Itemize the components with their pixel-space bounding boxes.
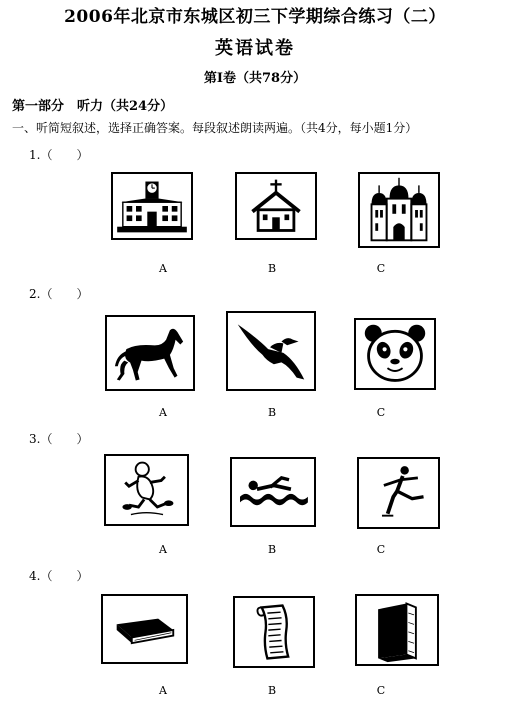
skater-icon [359, 459, 438, 527]
book-icon [103, 596, 186, 662]
option-label: C [376, 406, 386, 419]
school-building-icon [113, 174, 191, 238]
question-number: 2.（ ） [29, 287, 89, 301]
option-image-2b[interactable] [226, 311, 316, 391]
option-label: B [267, 684, 277, 697]
question-number: 1.（ ） [29, 148, 89, 162]
option-image-1a[interactable] [111, 172, 193, 240]
option-label: C [376, 684, 386, 697]
option-image-3b[interactable] [230, 457, 316, 527]
option-image-2c[interactable] [354, 318, 436, 390]
option-image-3c[interactable] [357, 457, 440, 529]
option-label: C [376, 543, 386, 556]
question-number: 3.（ ） [29, 432, 89, 446]
option-label: A [159, 406, 167, 419]
option-image-4c[interactable] [355, 594, 439, 666]
thick-book-icon [357, 596, 437, 664]
question-number: 4.（ ） [29, 569, 89, 583]
exam-subtitle: 英语试卷 [215, 38, 295, 59]
option-label: A [159, 684, 167, 697]
horse-icon [107, 317, 193, 389]
eagle-icon [228, 313, 314, 389]
newspaper-icon [235, 598, 313, 666]
cathedral-icon [360, 174, 438, 246]
exam-title: 2006年北京市东城区初三下学期综合练习（二） [64, 7, 446, 27]
option-image-4a[interactable] [101, 594, 188, 664]
option-image-1b[interactable] [235, 172, 317, 240]
option-label: A [159, 262, 167, 275]
swimmer-icon [232, 459, 314, 525]
runner-icon [106, 456, 187, 524]
panda-icon [356, 320, 434, 388]
option-image-4b[interactable] [233, 596, 315, 668]
option-label: B [267, 406, 277, 419]
part-heading: 第一部分 听力（共24分） [12, 99, 174, 114]
option-image-2a[interactable] [105, 315, 195, 391]
option-label: B [267, 262, 277, 275]
volume-heading: 第Ⅰ卷（共78分） [203, 71, 307, 86]
church-icon [237, 174, 315, 238]
option-label: B [267, 543, 277, 556]
option-image-3a[interactable] [104, 454, 189, 526]
option-label: C [376, 262, 386, 275]
option-label: A [159, 543, 167, 556]
option-image-1c[interactable] [358, 172, 440, 248]
instruction-text: 一、听简短叙述，选择正确答案。每段叙述朗读两遍。（共4分，每小题1分） [12, 121, 418, 135]
